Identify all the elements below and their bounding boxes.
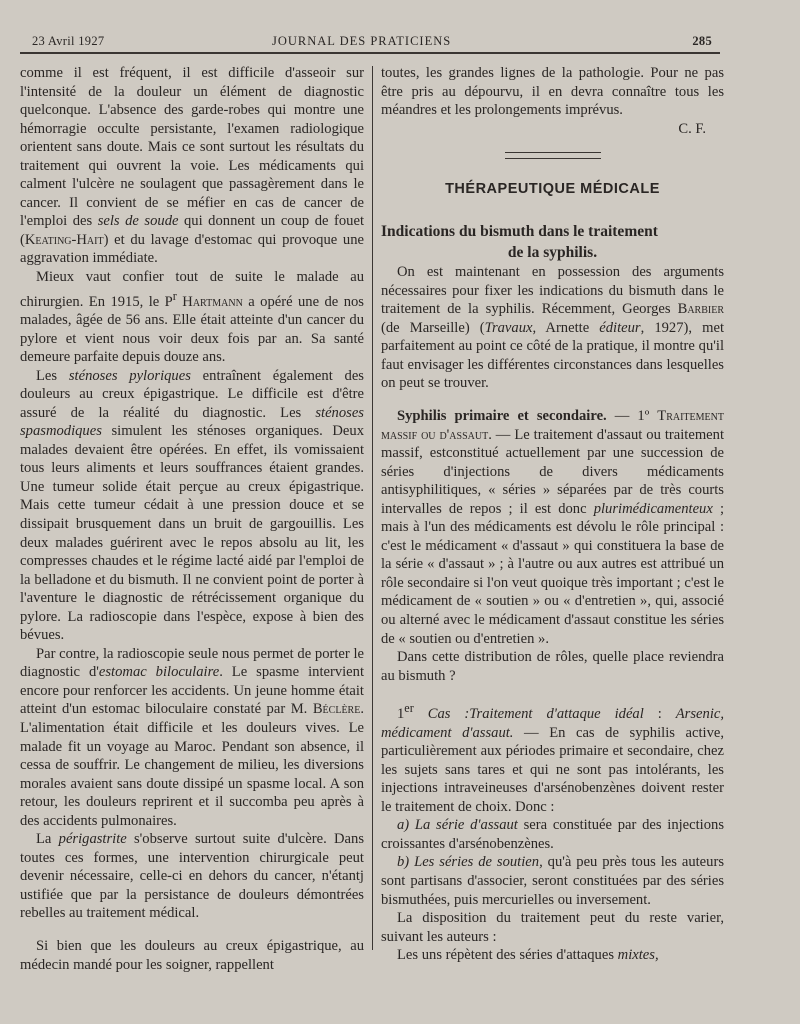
paragraph [20, 645, 364, 830]
paragraph [20, 64, 364, 268]
italic-text: a) La série d'assaut [397, 817, 518, 834]
text: Par contre, la radioscopie seule nous permet de porter le diagnostic d' [20, 645, 364, 681]
italic-text: mixtes, [617, 947, 659, 964]
paragraph [381, 263, 724, 393]
text: Les uns répètent des séries d'attaques [397, 947, 618, 964]
text: Mieux vaut confier tout de suite le malade au chirurgien. En 1915, le P [20, 269, 364, 310]
italic-text: Cas : [413, 706, 470, 723]
subheading: Syphilis primaire et secondaire. [397, 408, 607, 425]
article-title-line: Indications du bismuth dans le traitement [381, 223, 658, 241]
header-date: 23 Avril 1927 [32, 34, 105, 48]
author-name: Béclère [312, 701, 361, 718]
paragraph [381, 853, 724, 909]
author-name: Barbier [677, 301, 724, 318]
italic-text: plurimédicamenteux [593, 500, 713, 517]
italic-text: Travaux [484, 319, 533, 336]
paragraph [381, 946, 724, 965]
paragraph [20, 268, 364, 367]
header-journal-title: JOURNAL DES PRATICIENS [272, 34, 452, 48]
column-divider [372, 66, 373, 950]
text: a opéré une de nos malades, âgée de 56 ans. Elle était atteinte d'un cancer du pylore et vient nous voir deux fois par an. Sa santé demeure parfaite depuis douze ans. [20, 293, 364, 366]
italic-text: Traitement d'attaque idéal [469, 706, 644, 723]
left-column [20, 64, 364, 974]
superscript: r [172, 288, 177, 303]
text: (de Marseille) ( [381, 319, 485, 336]
text: qu'à peu près tous les auteurs sont partisans d'associer, seront constituées par des séries bismuthées, puis mercurielles ou inversement. [381, 854, 724, 908]
paragraph [20, 367, 364, 645]
paragraph [20, 830, 364, 923]
header-rule [20, 52, 720, 54]
text: On est maintenant en possession des arguments nécessaires pour fixer les indications du bismuth dans le traitement de la syphilis. Récemment, Georges [381, 264, 724, 318]
text: ; mais à l'un des médicaments est dévolu le rôle principal : c'est le médicament « d'assaut » qui constituera la base de la série « d'assaut » ; à l'autre ou aux autres est attribué un rôle secondaire si l'on veut quoique très important ; c'est le médicament de « soutien » ou « d'entretien », qui, associé ou alterné avec le médicament d'assaut constitue les séries de « soutien ou d'entretien ». [381, 500, 725, 647]
right-column [381, 64, 724, 965]
small-caps-text: Traitement massif ou d'assaut. [381, 408, 724, 443]
italic-text: périgastrite [58, 831, 127, 848]
signature: C. F. [678, 120, 706, 137]
section-title: THÉRAPEUTIQUE MÉDICALE [445, 181, 660, 198]
italic-text: éditeur [599, 319, 641, 336]
paragraph: Dans cette distribution de rôles, quelle place reviendra au bismuth ? [381, 649, 724, 684]
italic-text: sels de soude [97, 213, 179, 230]
italic-text: estomac biloculaire [98, 664, 220, 681]
text: Les [36, 367, 69, 384]
paragraph: toutes, les grandes lignes de la pathologie. Pour ne pas être pris au dépourvu, il en devra connaître tous les méandres et les prolongements imprévus. [381, 65, 724, 119]
text: : [643, 706, 676, 723]
italic-text: sténoses spasmodiques [20, 404, 364, 440]
text: sera constituée par des injections croissantes d'arsénobenzènes. [381, 817, 725, 852]
paragraph [381, 816, 724, 853]
page-header [32, 34, 712, 52]
text: entraînent également des douleurs au creux épigastrique. Le difficile est d'être assuré de la réalité du diagnostic. Les [20, 367, 364, 421]
author-name: Hartmann [176, 293, 243, 310]
paragraph [381, 699, 724, 816]
text: La [36, 831, 59, 848]
paragraph [381, 407, 724, 648]
text: ) et du lavage d'estomac qui provoque une aggravation immédiate. [20, 231, 364, 267]
text: , Arnette [532, 319, 600, 336]
italic-text: Arsenic, médicament d'assaut. [381, 706, 724, 741]
section-divider [505, 152, 601, 159]
italic-text: b) Les séries de soutien, [397, 854, 543, 871]
article-title [381, 221, 724, 263]
paragraph: Si bien que les douleurs au creux épigastrique, au médecin mandé pour les soigner, rappellent [20, 938, 364, 973]
text: — 1º [606, 408, 658, 425]
text: , 1927), met parfaitement au point ce côté de la pratique, il montre qu'il faut envisager les différentes circonstances dans lesquelles on peut se trouver. [381, 319, 725, 392]
paragraph: La disposition du traitement peut du reste varier, suivant les auteurs : [381, 910, 724, 945]
text: . Le spasme intervient encore pour renforcer les accidents. Un jeune homme était atteint d'un estomac biloculaire constaté par M. [20, 664, 365, 718]
superscript: er [404, 701, 414, 716]
text: 1 [397, 706, 405, 723]
text: simulent les sténoses organiques. Deux malades devaient être opérées. En effet, ils vomissaient tous leurs aliments et leurs souffrances étaient grandes. Une tumeur solide était perçue au creux épigastrique. Mais cette tumeur cédait à une pression douce et se dissipait brusquement dans un bruit de gargouillis. Les deux malades guérirent avec le repos absolu au lit, les compresses chaudes et le régime lacté aidé par l'emploi de la belladone et du bismuth. Il ne convient point de porter à l'aventure le diagnostic de rétrécissement organique du pylore. La radioscopie dans l'espèce, expose à bien des bévues. [20, 423, 364, 644]
italic-text: sténoses pyloriques [68, 367, 191, 384]
text: — Le traitement d'assaut ou traitement massif, estconstitué actuellement par une succession de séries d'injections de divers médicaments antisyphilitiques, « séries » séparées par de très courts intervalles de repos ; il est donc [381, 426, 724, 517]
text: — En cas de syphilis active, particulièrement aux périodes primaire et secondaire, chez les sujets sans tares et qui ne sont pas intolérants, les injections intraveineuses d'arsénobenzènes doivent rester le traitement de choix. Donc : [381, 724, 724, 815]
text: . L'alimentation était difficile et les douleurs vives. Le malade fit un voyage au Maroc. Pendant son absence, il cessa de souffrir. Le changement de milieu, les diversions morales avaient sans doute dissipé un spasme local. A son retour, les douleurs reprirent et il succomba peu après à des accidents pulmonaires. [20, 701, 364, 829]
text: comme il est fréquent, il est difficile d'asseoir sur l'intensité de la douleur un élément de diagnostic quelconque. L'absence des garde-robes qui montre une hémorragie occulte persistante, l'examen radiologique orientent sans doute. Mais ce sont surtout les résultats du traitement qui ouvrent la voie. Les médicaments qui calment l'ulcère ne soulagent que passagèrement dans le cancer. Il convient de se méfier en cas de cancer de l'emploi des [20, 65, 364, 230]
article-title-line: de la syphilis. [507, 244, 598, 262]
text: qui donnent un coup de fouet ( [20, 213, 365, 248]
author-name: Keating-Hait [24, 231, 104, 248]
header-page-number: 285 [692, 34, 712, 48]
text: s'observe surtout suite d'ulcère. Dans toutes ces formes, une intervention chirurgicale peut devenir nécessaire, celle-ci en dehors du cancer, n'étantj ustifiée que par la persistance de douleurs démontrées rebelles au traitement médical. [20, 831, 364, 922]
